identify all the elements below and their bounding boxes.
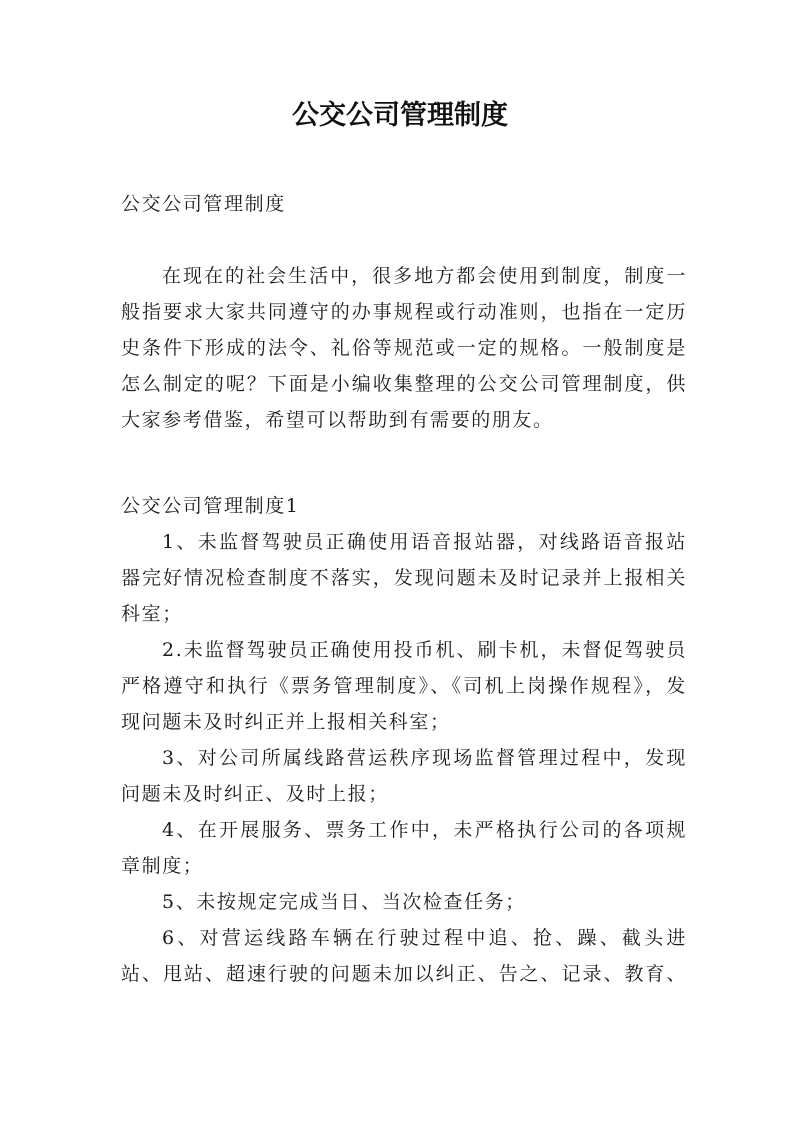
rule-list	[121, 524, 687, 992]
document-title: 公交公司管理制度	[292, 100, 508, 131]
document-subtitle: 公交公司管理制度	[121, 193, 286, 215]
rule-item: 2.未监督驾驶员正确使用投币机、刷卡机，未督促驾驶员严格遵守和执行《票务管理制度》、《司机上岗操作规程》，发现问题未及时纠正并上报相关科室；	[121, 639, 687, 733]
rule-item: 1、未监督驾驶员正确使用语音报站器，对线路语音报站器完好情况检查制度不落实，发现问题未及时记录并上报相关科室；	[121, 531, 687, 625]
section-heading: 公交公司管理制度1	[121, 495, 300, 517]
rule-item: 5、未按规定完成当日、当次检查任务；	[162, 891, 526, 913]
rule-item: 3、对公司所属线路营运秩序现场监督管理过程中，发现问题未及时纠正、及时上报；	[121, 747, 687, 805]
rule-item: 4、在开展服务、票务工作中，未严格执行公司的各项规章制度；	[121, 819, 687, 877]
rule-item: 6、对营运线路车辆在行驶过程中追、抢、躁、截头进站、甩站、超速行驶的问题未加以纠正、告之、记录、教育、	[121, 927, 687, 985]
intro-paragraph: 在现在的社会生活中，很多地方都会使用到制度，制度一般指要求大家共同遵守的办事规程或行动准则，也指在一定历史条件下形成的法令、礼俗等规范或一定的规格。一般制度是怎么制定的呢？下面是小编收集整理的公交公司管理制度，供大家参考借鉴，希望可以帮助到有需要的朋友。	[121, 265, 687, 431]
